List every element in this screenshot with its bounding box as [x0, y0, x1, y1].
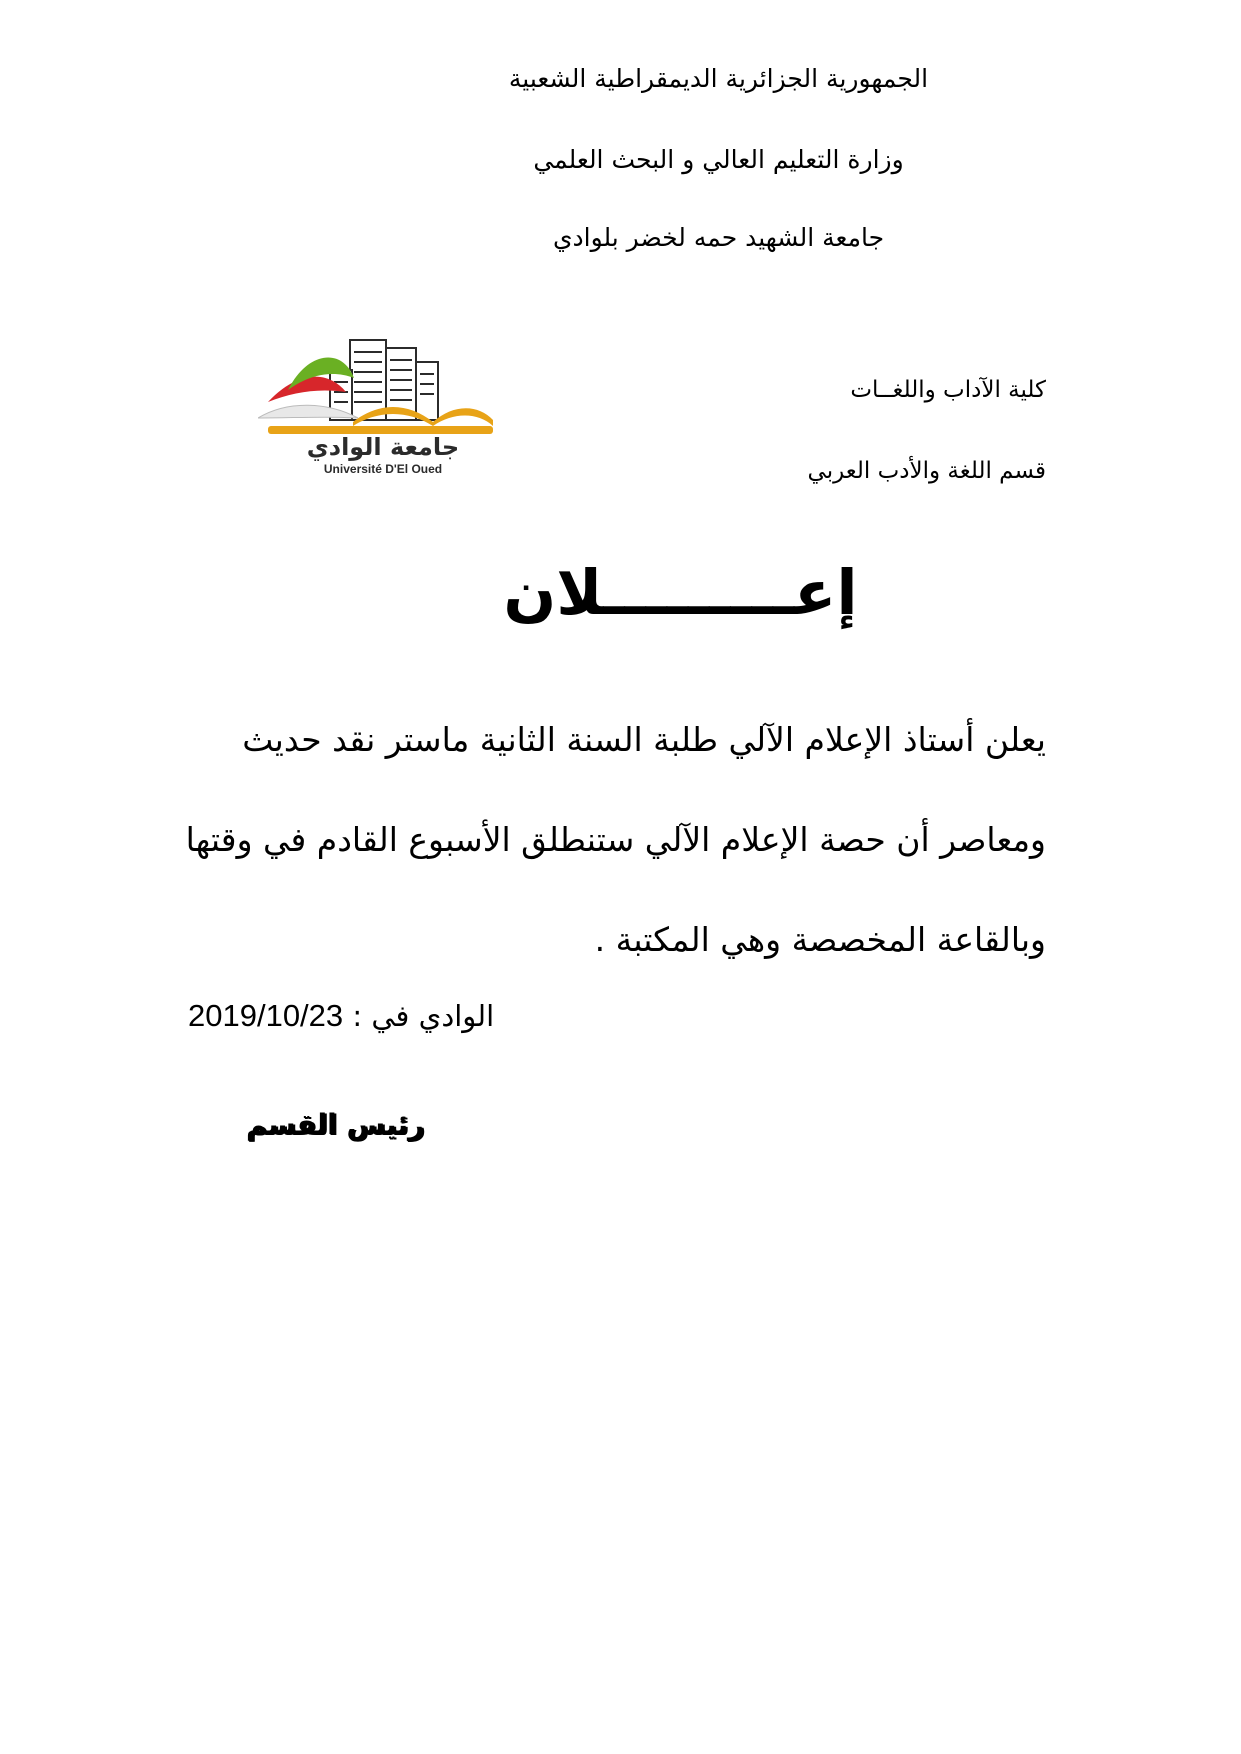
date-line — [188, 996, 494, 1036]
header-ministry: وزارة التعليم العالي و البحث العلمي — [533, 145, 904, 174]
logo-latin-name: Université D'El Oued — [323, 462, 443, 476]
signature-title: رئيس القسم — [246, 1108, 425, 1141]
date-label: الوادي في : — [352, 999, 495, 1033]
logo-arabic-name: جامعة الوادي — [306, 433, 460, 461]
body-line-2: ومعاصر أن حصة الإعلام الآلي ستنطلق الأسبوع القادم في وقتها — [185, 820, 1046, 859]
department-name: قسم اللغة والأدب العربي — [807, 458, 1046, 484]
university-logo-graphic — [258, 330, 508, 480]
header-republic: الجمهورية الجزائرية الديمقراطية الشعبية — [508, 64, 929, 93]
faculty-name: كلية الآداب واللغــات — [850, 377, 1046, 403]
announcement-body — [186, 690, 1046, 990]
book-right-icon — [433, 408, 493, 426]
date-value: 2019/10/23 — [188, 998, 344, 1033]
header-university: جامعة الشهيد حمه لخضر بلوادي — [552, 223, 885, 252]
university-logo — [258, 330, 508, 480]
body-line-1: يعلن أستاذ الإعلام الآلي طلبة السنة الثانية ماستر نقد حديث — [242, 720, 1046, 759]
announcement-title: إعـــــــــلان — [503, 556, 858, 629]
body-line-3: وبالقاعة المخصصة وهي المكتبة . — [594, 920, 1046, 959]
